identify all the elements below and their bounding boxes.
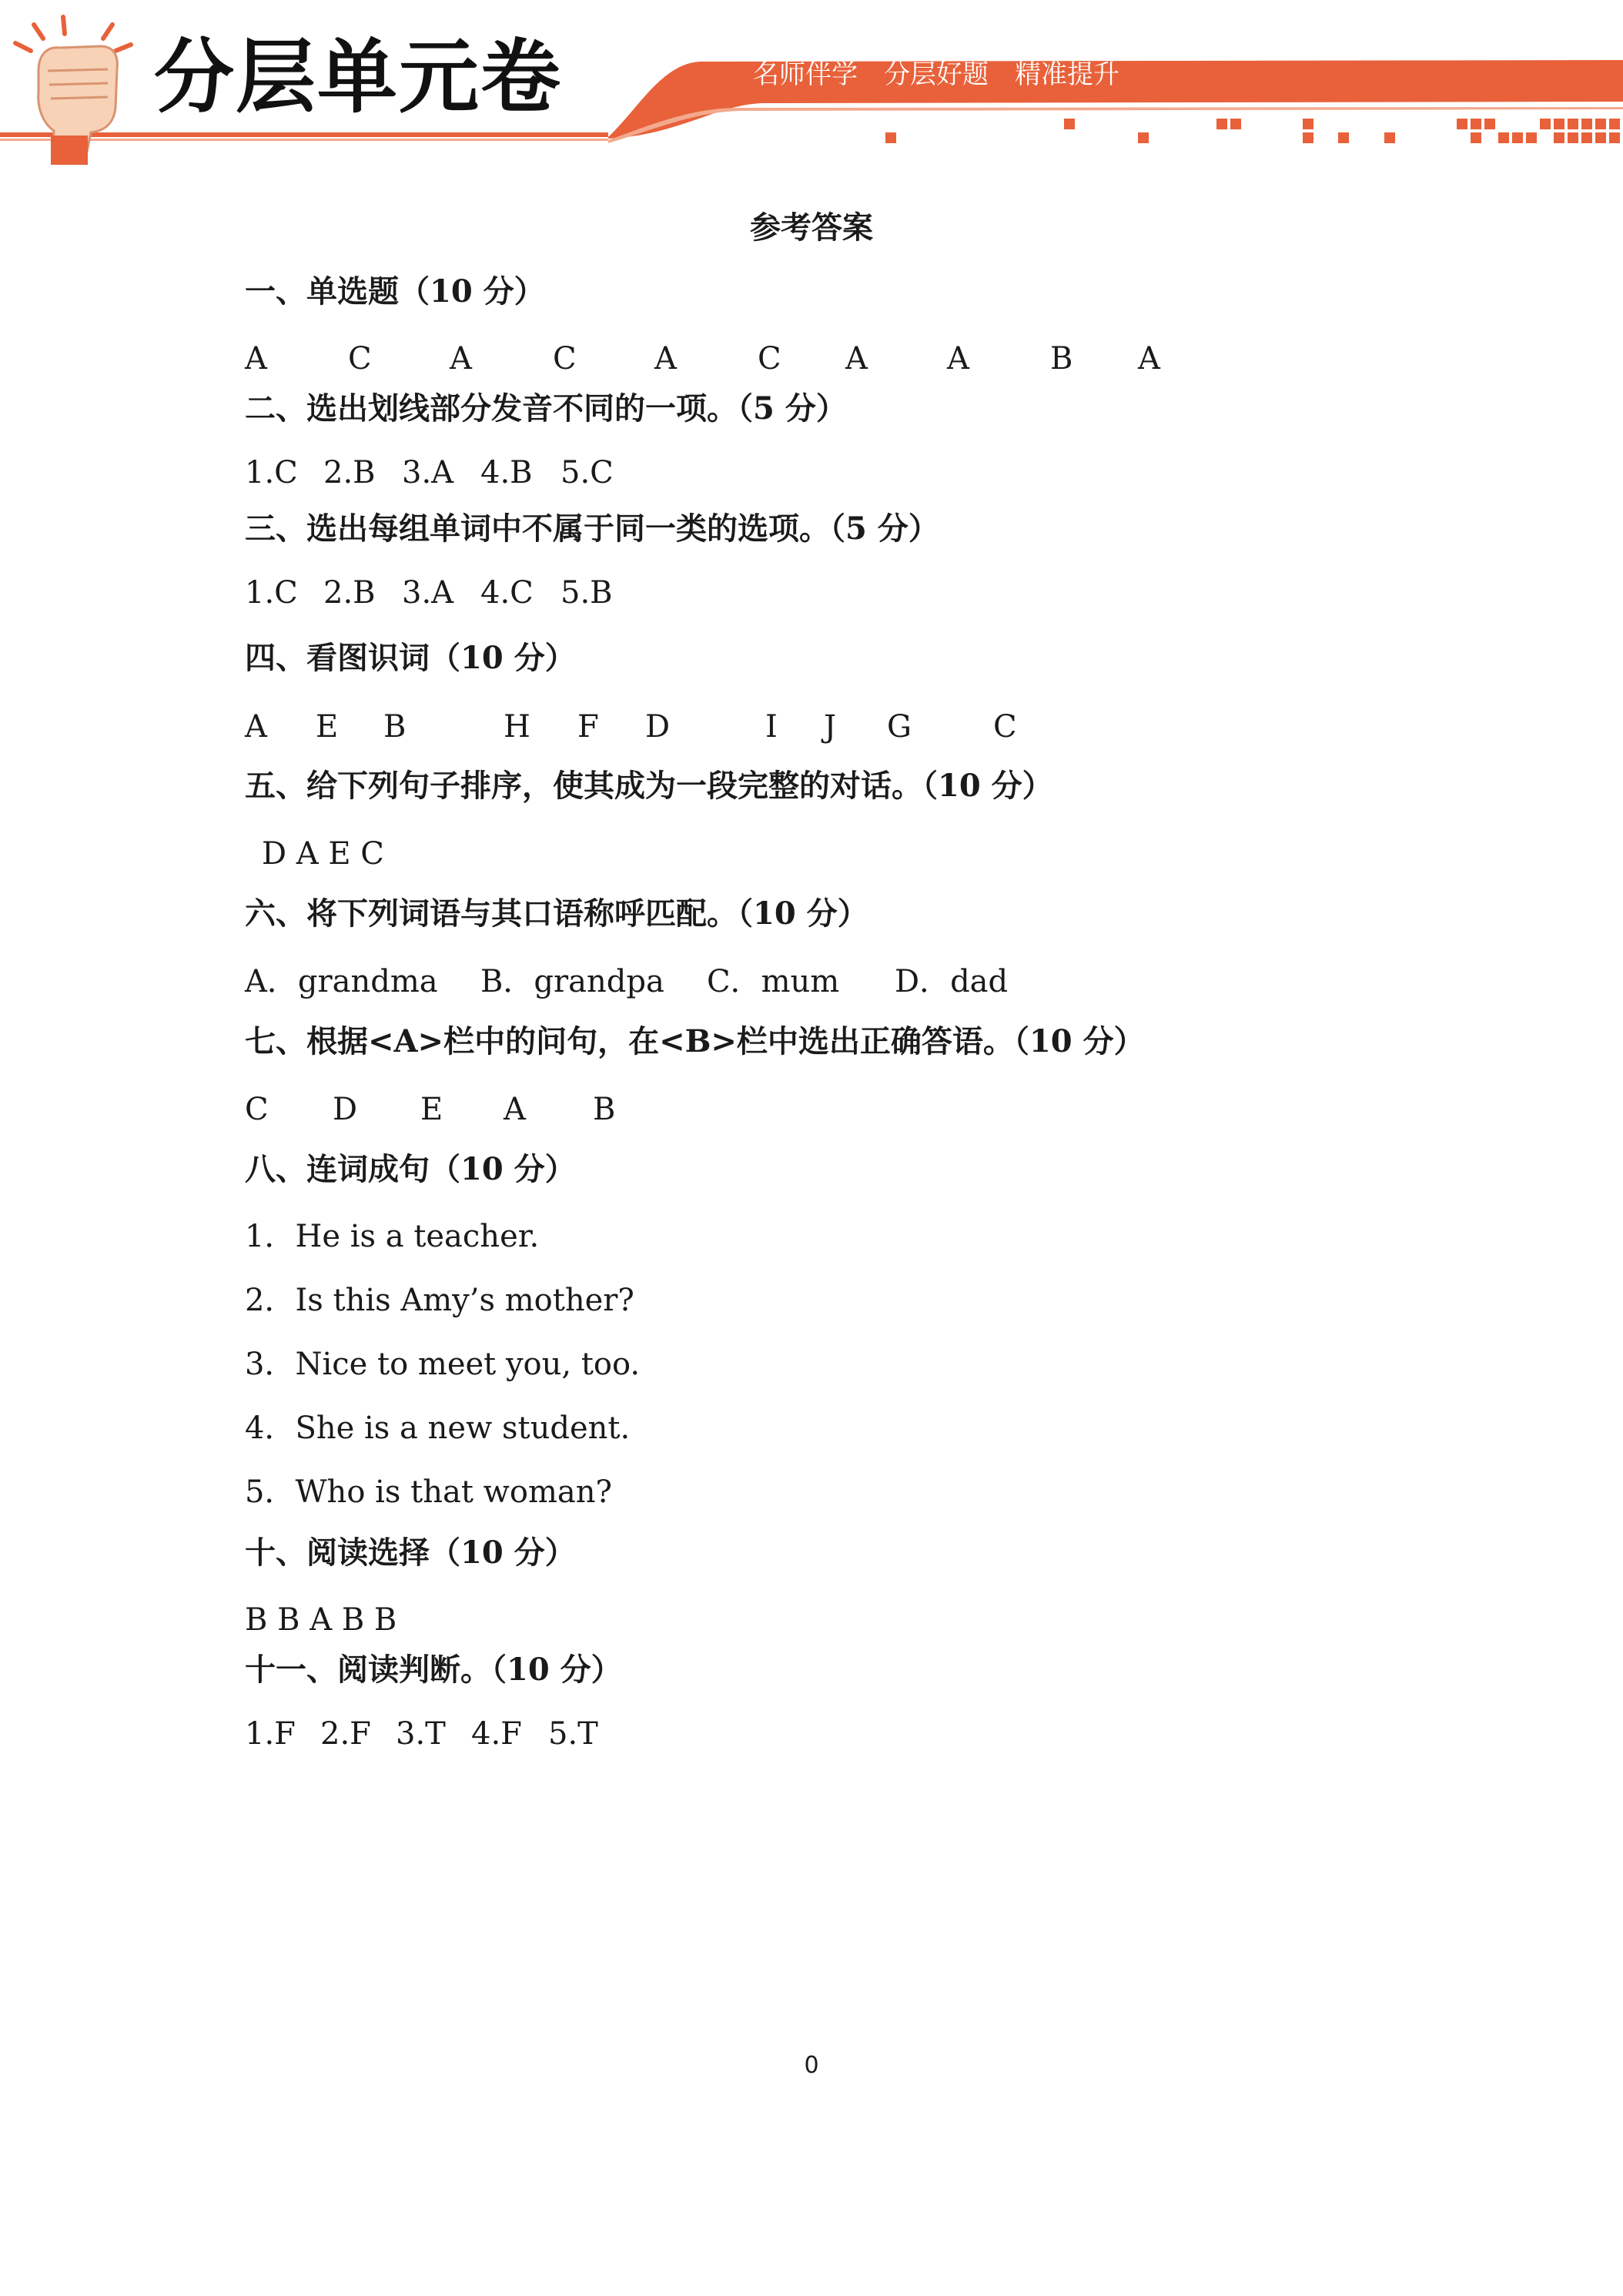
list-item: 4．She is a new student. bbox=[245, 1411, 631, 1446]
section-2-heading: 二、选出划线部分发音不同的一项。（5 分） bbox=[245, 390, 847, 427]
answer: E bbox=[316, 709, 339, 745]
answer: 2.B bbox=[323, 575, 376, 611]
answer: 3.T bbox=[396, 1716, 446, 1752]
answer: B bbox=[593, 1092, 616, 1127]
slogan-item: 名师伴学 bbox=[753, 59, 858, 90]
slogan-item: 精准提升 bbox=[1015, 59, 1119, 90]
section-heading bbox=[245, 1151, 576, 1188]
answer: 5.B bbox=[561, 575, 613, 611]
answer: C bbox=[553, 341, 577, 377]
answer: C．mum bbox=[707, 964, 840, 999]
section-8-heading: 八、连词成句（10 分） bbox=[245, 1151, 576, 1187]
answer: 4.B bbox=[480, 455, 533, 490]
answer: A bbox=[245, 709, 267, 745]
answer: B bbox=[383, 709, 407, 745]
section-3-heading: 三、选出每组单词中不属于同一类的选项。（5 分） bbox=[245, 510, 939, 547]
answer: 3.A bbox=[402, 575, 454, 611]
answer: 1.F bbox=[245, 1716, 296, 1752]
answer: C bbox=[993, 709, 1017, 745]
section-7-heading: 七、根据<A>栏中的问句，在<B>栏中选出正确答语。（10 分） bbox=[245, 1023, 1145, 1059]
list-item: 5．Who is that woman? bbox=[245, 1474, 612, 1510]
answer: D A E C bbox=[262, 836, 384, 872]
answer: A bbox=[845, 341, 868, 377]
answer: A bbox=[654, 341, 677, 377]
section-10-answers bbox=[245, 1602, 397, 1638]
list-item: 3．Nice to meet you, too. bbox=[245, 1347, 641, 1382]
section-10-heading: 十、阅读选择（10 分） bbox=[245, 1535, 576, 1571]
answer: D bbox=[645, 709, 671, 745]
answer: 5.T bbox=[548, 1716, 598, 1752]
answer: D bbox=[333, 1092, 358, 1127]
answer: A bbox=[450, 341, 472, 377]
answer: 2.B bbox=[323, 455, 376, 490]
answer: A bbox=[245, 341, 267, 377]
answer: B．grandpa bbox=[480, 964, 664, 999]
section-5-answers bbox=[262, 835, 384, 872]
decorative-squares bbox=[885, 119, 1620, 143]
section-heading bbox=[245, 390, 847, 427]
section-11-heading: 十一、阅读判断。（10 分） bbox=[245, 1652, 622, 1688]
answer: B B A B B bbox=[245, 1602, 397, 1638]
section-4-heading: 四、看图识词（10 分） bbox=[245, 640, 576, 676]
section-heading bbox=[245, 510, 939, 547]
list-item: 1．He is a teacher. bbox=[245, 1219, 540, 1254]
slogan-item: 分层好题 bbox=[884, 59, 989, 90]
answer: A bbox=[1138, 341, 1160, 377]
answer: G bbox=[887, 709, 912, 745]
page-number: 0 bbox=[804, 2052, 819, 2079]
brand-title: 分层单元卷 bbox=[154, 30, 563, 124]
section-heading bbox=[245, 273, 545, 310]
section-heading bbox=[245, 1535, 576, 1571]
slogan bbox=[753, 59, 1146, 90]
answer: 1.C bbox=[245, 575, 298, 611]
answer: I bbox=[765, 709, 778, 745]
section-heading bbox=[245, 1023, 1145, 1060]
answer: B bbox=[1050, 341, 1073, 377]
answer: D．dad bbox=[895, 964, 1009, 999]
fist-icon bbox=[15, 17, 131, 165]
section-5-heading: 五、给下列句子排序，使其成为一段完整的对话。（10 分） bbox=[245, 768, 1053, 804]
answer: 2.F bbox=[320, 1716, 371, 1752]
list-item: 2．Is this Amy’s mother? bbox=[245, 1283, 634, 1318]
answer: E bbox=[420, 1092, 443, 1127]
page-title: 参考答案 bbox=[750, 209, 873, 246]
answer: C bbox=[245, 1092, 269, 1127]
answer: J bbox=[824, 709, 837, 745]
section-1-heading: 一、单选题（10 分） bbox=[245, 273, 545, 310]
section-heading bbox=[245, 768, 1053, 805]
answer: H bbox=[504, 709, 530, 745]
section-6-heading: 六、将下列词语与其口语称呼匹配。（10 分） bbox=[245, 895, 868, 932]
answer: C bbox=[348, 341, 372, 377]
answer: C bbox=[758, 341, 781, 377]
answer: A bbox=[947, 341, 969, 377]
header-banner bbox=[0, 0, 1623, 177]
section-heading bbox=[245, 1652, 622, 1689]
section-heading bbox=[245, 640, 576, 677]
answer: A．grandma bbox=[245, 964, 438, 999]
answer: A bbox=[504, 1092, 526, 1127]
answer: 1.C bbox=[245, 455, 298, 490]
answer: 4.C bbox=[480, 575, 534, 611]
section-heading bbox=[245, 895, 868, 932]
answer: 4.F bbox=[471, 1716, 522, 1752]
answer: 5.C bbox=[561, 455, 614, 490]
answer: F bbox=[577, 709, 599, 745]
answer: 3.A bbox=[402, 455, 454, 490]
